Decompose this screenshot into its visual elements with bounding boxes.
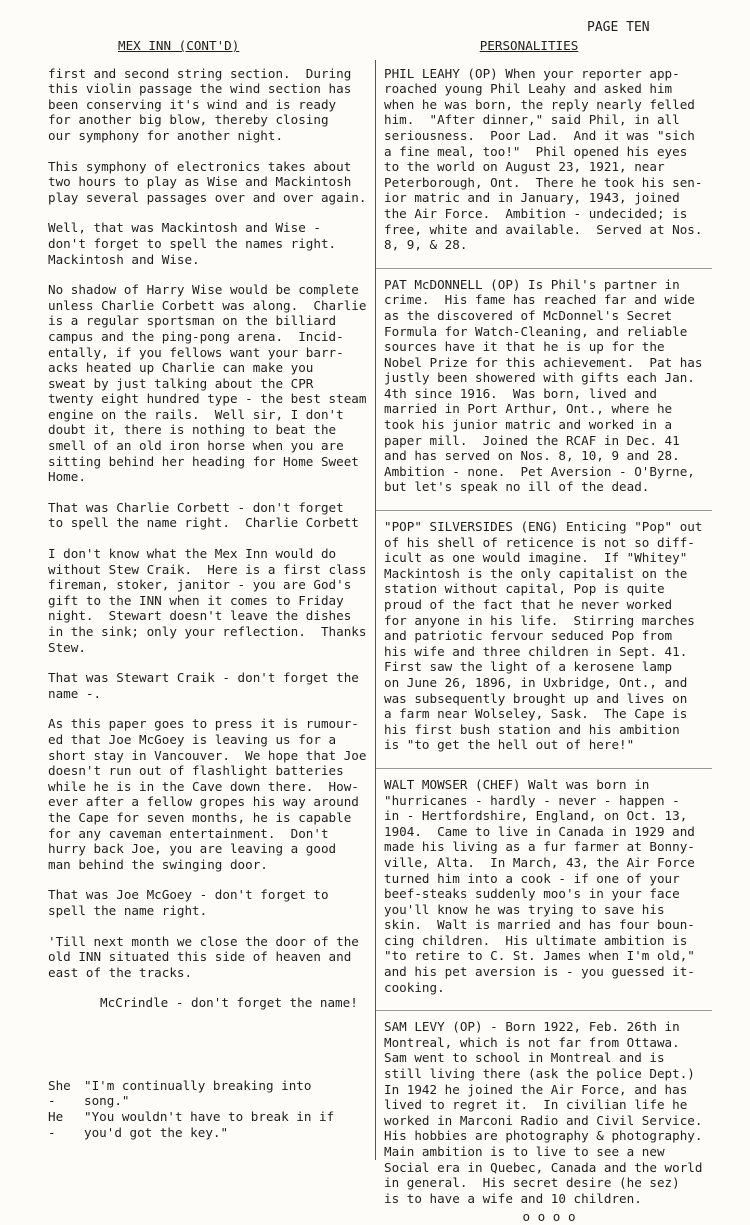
signoff-line: McCrindle - don't forget the name! bbox=[100, 995, 358, 1011]
article-paragraph: first and second string section. During this violin passage the wind section has been conserving it's wind and is ready for another big blow, thereby closing our symphony for another night. bbox=[48, 65, 352, 143]
article-paragraph: I don't know what the Mex Inn would do without Stew Craik. Here is a first class fireman, stoker, janitor - you are God's gift to the INN when it comes to Friday night. Stewart doesn't leave the dishes in the sink; only your reflection. Thanks Stew. bbox=[48, 546, 367, 655]
article-paragraph: This symphony of electronics takes about two hours to play as Wise and Mackintosh play several passages over and over again. bbox=[48, 158, 367, 205]
entry-separator bbox=[376, 268, 712, 269]
personality-entry: PHIL LEAHY (OP) When your reporter app- roached young Phil Leahy and asked him when he was born, the reply nearly felled him. "After dinner," said Phil, in all seriousness. Poor Lad. And it was "sich a fine meal, too!" Phil opened his eyes to the world on August 23, 1921, near Peterborough, Ont. There he took his sen- ior matric and in January, 1943, joined the Air Force. Ambition - undecided; is free, white and available. Served at Nos. 8, 9, & 28. bbox=[384, 65, 703, 253]
joke-speaker: She - bbox=[48, 1077, 79, 1109]
article-paragraph: That was Charlie Corbett - don't forget to spell the name right. Charlie Corbett bbox=[48, 499, 359, 531]
entry-separator bbox=[376, 510, 712, 511]
joke-line bbox=[48, 1078, 368, 1109]
entry-separator bbox=[376, 768, 712, 769]
column-divider bbox=[375, 60, 376, 1160]
right-column-heading: PERSONALITIES bbox=[479, 38, 579, 53]
article-paragraph: 'Till next month we close the door of the old INN situated this side of heaven and east of the tracks. bbox=[48, 933, 359, 980]
article-paragraph: That was Stewart Craik - don't forget the name -. bbox=[48, 670, 359, 701]
left-column bbox=[48, 38, 368, 1140]
article-paragraph: That was Joe McGoey - don't forget to spell the name right. bbox=[48, 887, 329, 918]
personality-entry: SAM LEVY (OP) - Born 1922, Feb. 26th in Montreal, which is not far from Ottawa. Sam went to school in Montreal and is still living there (ask the police Dept.) In 1942 he joined the Air Force, and has lived to regret it. In civilian life he worked in Marconi Radio and Civil Service. His hobbies are photography & photography. Main ambition is to live to see a new Social era in Quebec, Canada and the world in general. His secret desire (he sez) is to have a wife and 10 children. bbox=[384, 1019, 703, 1206]
page-number: PAGE TEN bbox=[587, 20, 650, 35]
left-column-heading: MEX INN (CONT'D) bbox=[118, 38, 240, 53]
joke-speaker: He - bbox=[48, 1109, 79, 1140]
joke-text: "You wouldn't have to break in if you'd got the key." bbox=[84, 1109, 335, 1140]
end-mark: o o o o bbox=[522, 1209, 576, 1225]
joke-line bbox=[48, 1109, 368, 1140]
joke-text: "I'm continually breaking into song." bbox=[84, 1077, 312, 1109]
entry-separator bbox=[376, 1010, 712, 1011]
personality-entry: WALT MOWSER (CHEF) Walt was born in "hurricanes - hardly - never - happen - in - Hertfordshire, England, on Oct. 13, 1904. Came to live in Canada in 1929 and made his living as a fur farmer at Bonny- ville, Alta. In March, 43, the Air Force turned him into a cook - if one of your beef-steaks suddenly moo's in your face you'll know he was trying to save his skin. Walt is married and has four boun- cing children. His ultimate ambition is "to retire to C. St. James when I'm old," and his pet aversion is - you guessed it- cooking. bbox=[384, 776, 695, 995]
article-paragraph: As this paper goes to press it is rumour- ed that Joe McGoey is leaving us for a short stay in Vancouver. We hope that Joe doesn't run out of flashlight batteries while he is in the Cave down there. How- ever after a fellow gropes his way around the Cape for seven months, he is capable for any caveman entertainment. Don't hurry back Joe, you are leaving a good man behind the swinging door. bbox=[48, 716, 367, 872]
article-paragraph: Well, that was Mackintosh and Wise - don't forget to spell the names right. Mackintosh and Wise. bbox=[48, 220, 337, 267]
article-paragraph: No shadow of Harry Wise would be complete unless Charlie Corbett was along. Charlie is a regular sportsman on the billiard campus and the ping-pong arena. Incid- entally, if you fellows want your barr- acks heated up Charlie can make you sweat by just talking about the CPR twenty eight hundred type - the best steam engine on the rails. Well sir, I don't doubt it, there is nothing to beat the smell of an old iron horse when you are sitting behind her heading for Home Sweet Home. bbox=[48, 282, 367, 485]
personality-entry: "POP" SILVERSIDES (ENG) Enticing "Pop" out of his shell of reticence is not so diff- icult as one would imagine. If "Whitey" Mackintosh is the only capitalist on the station without capital, Pop is quite proud of the fact that he never worked for anyone in his life. Stirring marches and patriotic fervour seduced Pop from his wife and three children in Sept. 41. First saw the light of a kerosene lamp on June 26, 1896, in Uxbridge, Ont., and was subsequently brought up and lives on a farm near Wolseley, Sask. The Cape is his first bush station and his ambition is "to get the hell out of here!" bbox=[384, 519, 703, 753]
personality-entry: PAT McDONNELL (OP) Is Phil's partner in crime. His fame has reached far and wide as the discovered of McDonnel's Secret Formula for Watch-Cleaning, and reliable sources have it that he is up for the Nobel Prize for this achievement. Pat has justly been showered with gifts each Jan. 4th since 1916. Was born, lived and married in Port Arthur, Ont., where he took his junior matric and worked in a paper mill. Joined the RCAF in Dec. 41 and has served on Nos. 8, 10, 9 and 28. Ambition - none. Pet Aversion - O'Byrne, but let's speak no ill of the dead. bbox=[384, 276, 703, 495]
right-column bbox=[384, 38, 714, 1225]
